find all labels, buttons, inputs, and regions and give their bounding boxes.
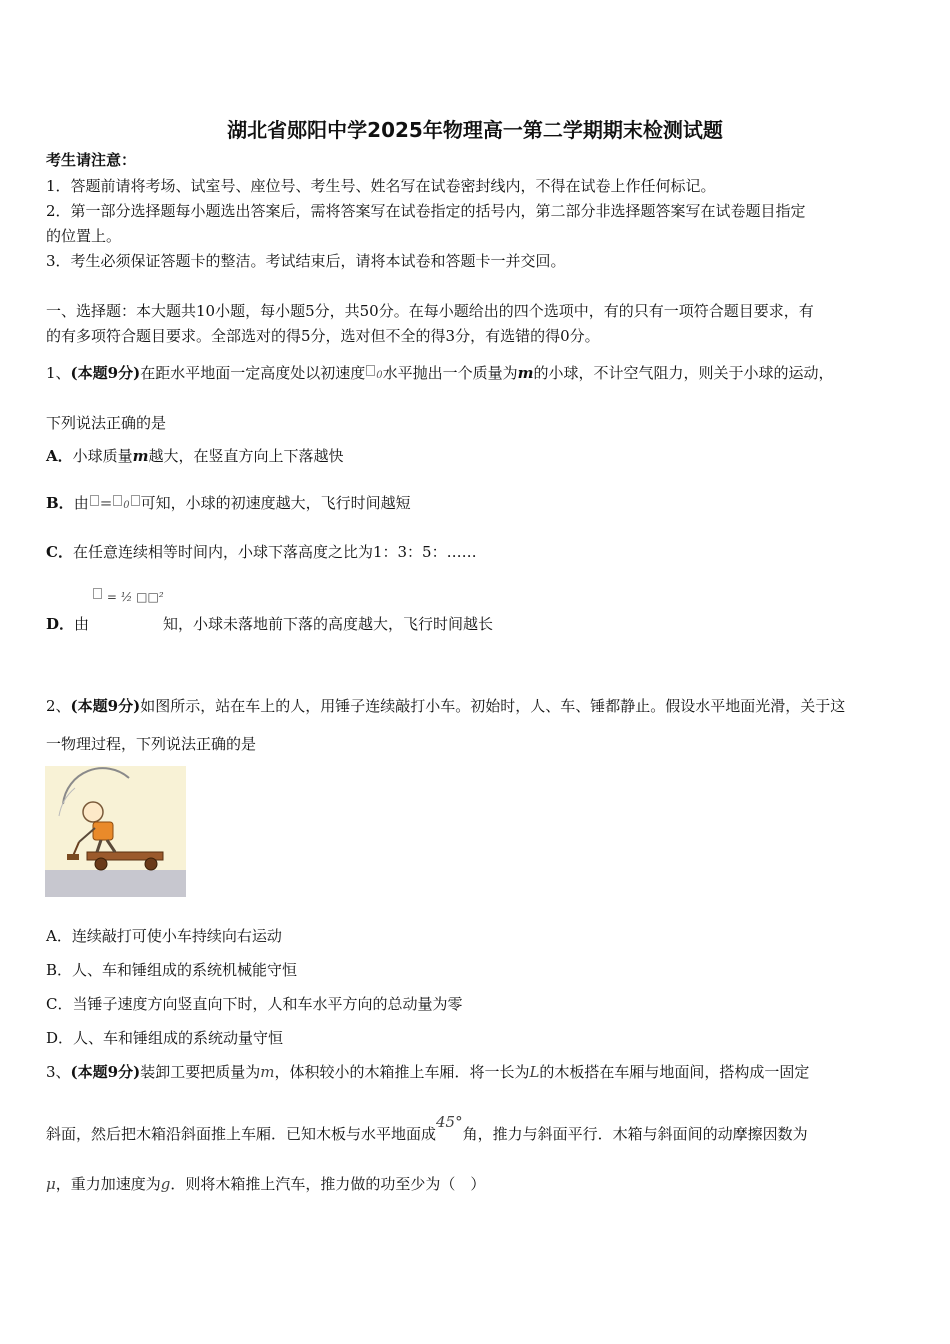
question-3-stem-line2: 斜面，然后把木箱沿斜面推上车厢．已知木板与水平地面成45°角，推力与斜面平行．木箱与斜面间的动摩擦因数为 xyxy=(46,1113,808,1143)
section-instructions: 一、选择题：本大题共10小题，每小题5分，共50分。在每小题给出的四个选项中，有的只有一项符合题目要求，有 xyxy=(46,302,814,320)
question-score: (本题9分) xyxy=(70,697,141,715)
question-number: 1、 xyxy=(46,364,71,382)
question-1-option-d: D．由 知，小球未落地前下落的高度越大，飞行时间越长 xyxy=(46,615,494,633)
question-1-option-b: B．由 = 0 可知，小球的初速度越大，飞行时间越短 xyxy=(46,494,411,512)
question-1-stem-cont: 下列说法正确的是 xyxy=(46,414,167,432)
notice-item: 3．考生必须保证答题卡的整洁。考试结束后，请将本试卷和答题卡一并交回。 xyxy=(46,252,566,270)
page-title: 湖北省郧阳中学2025年物理高一第二学期期末检测试题 xyxy=(227,118,723,142)
question-2-stem: 2、(本题9分)如图所示，站在车上的人，用锤子连续敲打小车。初始时，人、车、锤都静止。假设水平地面光滑，关于这 xyxy=(46,697,846,715)
question-2-stem-cont: 一物理过程，下列说法正确的是 xyxy=(46,735,257,753)
formula-h-half-gt2: = ½ □□² xyxy=(92,588,164,604)
question-number: 2、 xyxy=(46,697,71,715)
v-symbol xyxy=(131,495,140,506)
notice-item: 1．答题前请将考场、试室号、座位号、考生号、姓名写在试卷密封线内，不得在试卷上作任何标记。 xyxy=(46,177,716,195)
v0-symbol xyxy=(366,365,375,376)
question-2-option-c: C．当锤子速度方向竖直向下时，人和车水平方向的总动量为零 xyxy=(46,995,463,1013)
question-2-option-d: D．人、车和锤组成的系统动量守恒 xyxy=(46,1029,284,1047)
person-hammering-cart-figure xyxy=(45,766,186,897)
question-2-option-a: A．连续敲打可使小车持续向右运动 xyxy=(46,927,282,945)
question-3-stem-line3: μ，重力加速度为g．则将木箱推上汽车，推力做的功至少为（ ） xyxy=(46,1175,486,1193)
question-number: 3、 xyxy=(46,1063,71,1081)
notice-item: 的位置上。 xyxy=(46,227,122,245)
notice-heading: 考生请注意： xyxy=(46,151,137,169)
x-symbol xyxy=(113,495,122,506)
question-1-stem: 1、(本题9分)在距水平地面一定高度处以初速度 0水平抛出一个质量为m的小球，不计空气阻力，则关于小球的运动， xyxy=(46,364,834,382)
question-1-option-a: A．小球质量m越大，在竖直方向上下落越快 xyxy=(46,447,344,465)
question-1-option-c: C．在任意连续相等时间内，小球下落高度之比为1：3：5：…… xyxy=(46,543,477,561)
t-symbol xyxy=(90,495,99,506)
question-score: (本题9分) xyxy=(70,1063,141,1081)
section-instructions: 的有多项符合题目要求。全部选对的得5分，选对但不全的得3分，有选错的得0分。 xyxy=(46,327,600,345)
question-score: (本题9分) xyxy=(70,364,141,382)
person-hammering-cart-illustration xyxy=(45,766,186,897)
notice-item: 2．第一部分选择题每小题选出答案后，需将答案写在试卷指定的括号内，第二部分非选择题答案写在试卷题目指定 xyxy=(46,202,806,220)
question-3-stem: 3、(本题9分)装卸工要把质量为m，体积较小的木箱推上车厢．将一长为L的木板搭在车厢与地面间，搭构成一固定 xyxy=(46,1063,810,1081)
question-2-option-b: B．人、车和锤组成的系统机械能守恒 xyxy=(46,961,298,979)
